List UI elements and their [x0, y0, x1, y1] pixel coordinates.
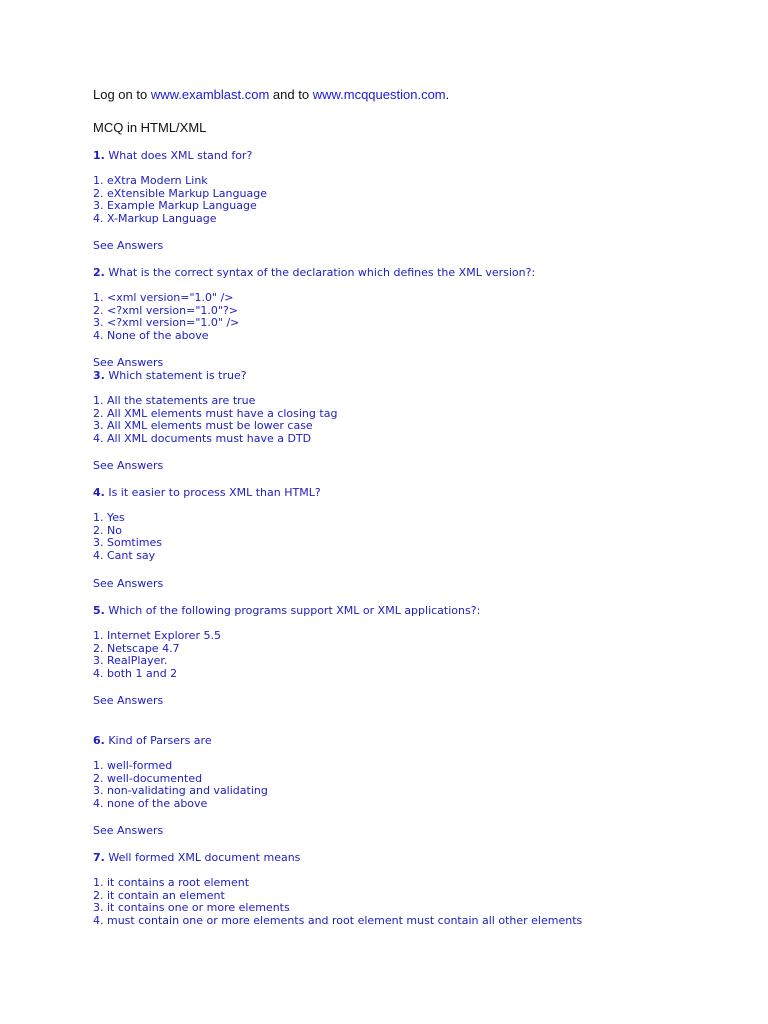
option-item: 3. Example Markup Language — [93, 199, 257, 213]
mcqquestion-link[interactable]: www.mcqquestion.com — [312, 87, 446, 102]
option-item: 2. well-documented — [93, 771, 203, 785]
see-answers-link-1[interactable]: See Answers — [93, 239, 164, 252]
option-item: 1. All the statements are true — [93, 394, 256, 407]
options-list — [93, 175, 753, 226]
question-block-1 — [93, 149, 753, 226]
question-block-6 — [93, 734, 753, 811]
question-number: 2. — [93, 266, 105, 279]
options-list — [93, 512, 753, 563]
option-item: 3. RealPlayer. — [93, 654, 168, 668]
question-text: Is it easier to process XML than HTML? — [104, 486, 321, 499]
question-block-4 — [93, 486, 753, 563]
options-list — [93, 760, 753, 811]
options-list — [93, 630, 753, 681]
option-item: 4. None of the above — [93, 329, 209, 343]
examblast-link[interactable]: www.examblast.com — [150, 87, 270, 102]
question-number: 6. — [93, 734, 105, 747]
option-item: 1. Yes — [93, 511, 125, 524]
see-answers-link-5[interactable]: See Answers — [93, 694, 164, 707]
question-number: 5. — [93, 604, 105, 617]
option-item: 4. All XML documents must have a DTD — [93, 432, 312, 446]
question-number: 1. — [93, 149, 105, 162]
options-list — [93, 292, 753, 343]
option-item: 2. eXtensible Markup Language — [93, 186, 267, 200]
option-item: 3. <?xml version="1.0" /> — [93, 316, 240, 330]
question-text: Well formed XML document means — [104, 851, 301, 864]
question-5 — [93, 604, 753, 617]
question-4 — [93, 486, 753, 499]
option-item: 1. <xml version="1.0" /> — [93, 291, 234, 304]
question-number: 7. — [93, 851, 105, 864]
question-6 — [93, 734, 753, 747]
question-block-7 — [93, 851, 753, 928]
see-answers-link-6[interactable]: See Answers — [93, 824, 164, 837]
options-list — [93, 395, 753, 446]
question-text: Which of the following programs support XML or XML applications?: — [104, 604, 481, 617]
option-item: 1. well-formed — [93, 759, 173, 772]
header-suffix: . — [445, 87, 450, 102]
question-text: Which statement is true? — [104, 369, 247, 382]
option-item: 2. Netscape 4.7 — [93, 641, 180, 655]
section-title: MCQ in HTML/XML — [93, 120, 207, 135]
question-text: What does XML stand for? — [104, 149, 253, 162]
option-item: 1. Internet Explorer 5.5 — [93, 629, 221, 642]
option-item: 1. it contains a root element — [93, 876, 250, 889]
option-item: 4. X-Markup Language — [93, 212, 217, 226]
header-prefix: Log on to — [93, 87, 151, 102]
option-item: 4. none of the above — [93, 797, 208, 811]
question-1 — [93, 149, 753, 162]
option-item: 2. <?xml version="1.0"?> — [93, 303, 238, 317]
header-middle: and to — [269, 87, 313, 102]
option-item: 4. must contain one or more elements and root element must contain all other elements — [93, 914, 583, 928]
question-block-2 — [93, 266, 753, 343]
option-item: 4. Cant say — [93, 549, 156, 563]
question-block-3 — [93, 369, 753, 446]
option-item: 1. eXtra Modern Link — [93, 174, 208, 187]
question-7 — [93, 851, 753, 864]
question-2 — [93, 266, 753, 279]
option-item: 4. both 1 and 2 — [93, 667, 178, 681]
option-item: 2. No — [93, 523, 122, 537]
question-number: 4. — [93, 486, 105, 499]
header-line — [93, 87, 449, 102]
question-text: What is the correct syntax of the declaration which defines the XML version?: — [104, 266, 536, 279]
question-3 — [93, 369, 753, 382]
question-block-5 — [93, 604, 753, 681]
options-list — [93, 877, 753, 928]
option-item: 3. it contains one or more elements — [93, 901, 290, 915]
option-item: 2. it contain an element — [93, 888, 225, 902]
see-answers-link-3[interactable]: See Answers — [93, 459, 164, 472]
see-answers-link-4[interactable]: See Answers — [93, 577, 164, 590]
option-item: 3. Somtimes — [93, 536, 163, 550]
option-item: 3. All XML elements must be lower case — [93, 419, 313, 433]
question-number: 3. — [93, 369, 105, 382]
question-text: Kind of Parsers are — [104, 734, 212, 747]
option-item: 3. non-validating and validating — [93, 784, 268, 798]
option-item: 2. All XML elements must have a closing tag — [93, 406, 338, 420]
see-answers-link-2[interactable]: See Answers — [93, 356, 164, 369]
